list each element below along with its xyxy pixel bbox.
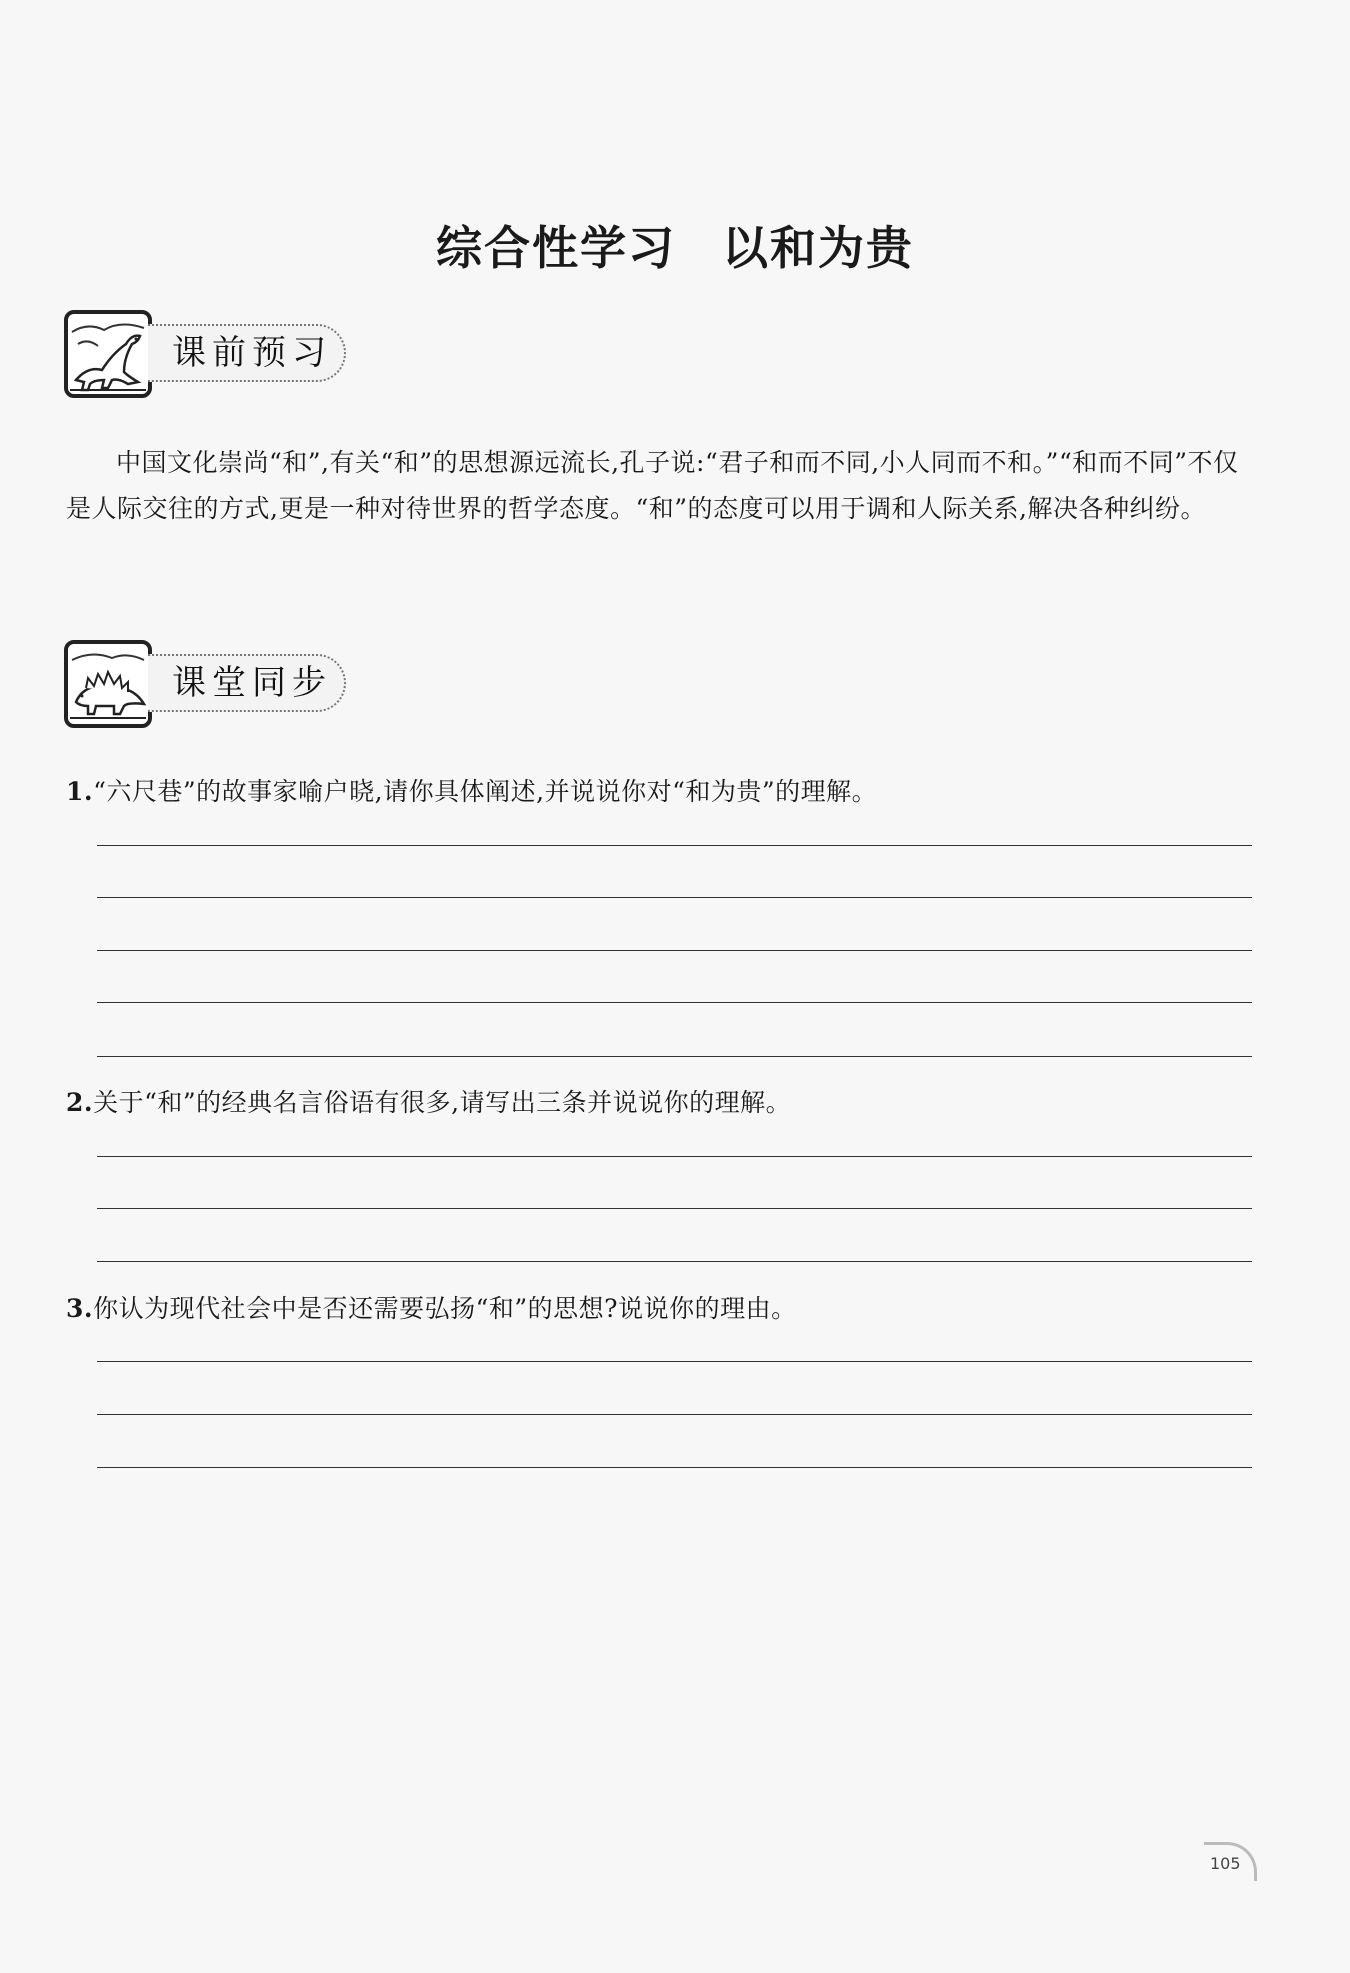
page-number-text: 105 <box>1210 1854 1241 1873</box>
answer-line[interactable] <box>97 1208 1252 1209</box>
answer-line[interactable] <box>97 1361 1252 1362</box>
section-classroom-label: 课堂同步 <box>148 654 346 712</box>
section-classroom-badge <box>64 640 350 732</box>
question-number: 3. <box>66 1294 94 1323</box>
section-preview-badge <box>64 310 350 402</box>
question-1 <box>66 772 877 808</box>
question-text: 关于“和”的经典名言俗语有很多,请写出三条并说说你的理解。 <box>93 1088 792 1117</box>
answer-line[interactable] <box>97 845 1252 846</box>
answer-line[interactable] <box>97 1056 1252 1057</box>
title-right: 以和为贵 <box>722 221 914 275</box>
answer-line[interactable] <box>97 1414 1252 1415</box>
page-title <box>0 212 1350 278</box>
answer-line[interactable] <box>97 1156 1252 1157</box>
section-preview-label: 课前预习 <box>148 324 346 382</box>
page-number <box>1200 1840 1260 1880</box>
intro-paragraph: 中国文化崇尚“和”,有关“和”的思想源远流长,孔子说:“君子和而不同,小人同而不和。”“和而不同”不仅是人际交往的方式,更是一种对待世界的哲学态度。“和”的态度可以用于调和人际关系,解决各种纠纷。 <box>66 448 1239 523</box>
dinosaur-icon <box>64 310 152 398</box>
question-text: “六尺巷”的故事家喻户晓,请你具体阐述,并说说你对“和为贵”的理解。 <box>93 777 878 806</box>
answer-line[interactable] <box>97 1261 1252 1262</box>
answer-line[interactable] <box>97 1002 1252 1003</box>
question-number: 2. <box>66 1088 94 1117</box>
question-2 <box>66 1083 791 1119</box>
question-number: 1. <box>66 777 94 806</box>
answer-line[interactable] <box>97 897 1252 898</box>
question-3 <box>66 1289 797 1325</box>
title-left: 综合性学习 <box>436 221 676 275</box>
answer-line[interactable] <box>97 950 1252 951</box>
answer-line[interactable] <box>97 1467 1252 1468</box>
question-text: 你认为现代社会中是否还需要弘扬“和”的思想?说说你的理由。 <box>93 1294 797 1323</box>
stegosaurus-icon <box>64 640 152 728</box>
